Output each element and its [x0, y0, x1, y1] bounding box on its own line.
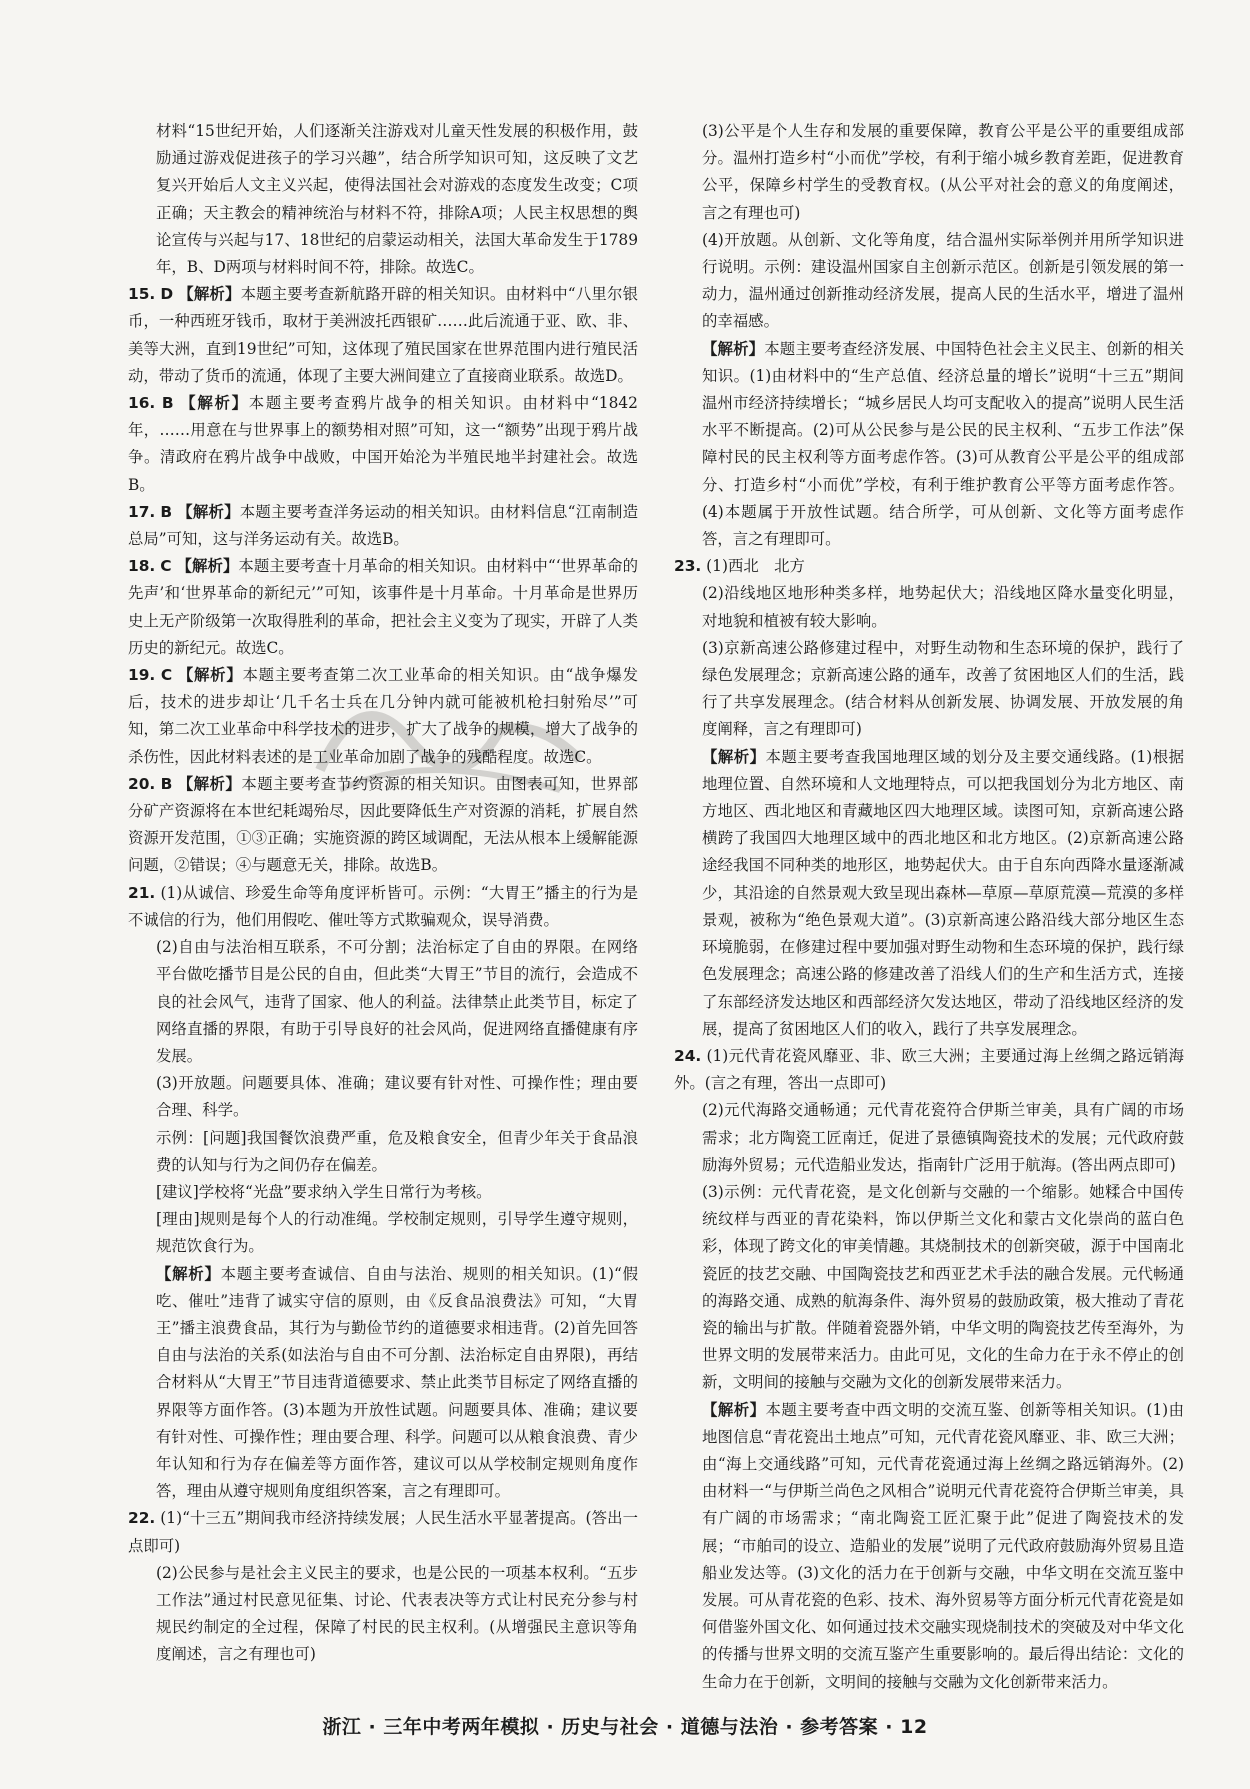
- question-number: 16.: [128, 394, 156, 413]
- answer-paragraph-q24-2: [674, 1097, 1184, 1179]
- answer-paragraph-q22-2: [128, 1560, 638, 1669]
- question-number: 17.: [128, 502, 156, 521]
- paragraph-text: 本题主要考查我国地理区域的划分及主要交通线路。(1)根据地理位置、自然环境和人文地理特点，可以把我国划分为北方地区、南方地区、西北地区和青藏地区四大地理区域。读图可知，京新高速公路横跨了我国四大地理区域中的西北地区和北方地区。(2)京新高速公路途经我国不同种类的地形区，地势起伏大。由于自东向西降水量逐渐减少，其沿途的自然景观大致呈现出森林—草原—草原荒漠—荒漠的多样景观，被称为“绝色景观大道”。(3)京新高速公路沿线大部分地区生态环境脆弱，在修建过程中要加强对野生动物和生态环境的保护，践行绿色发展理念；高速公路的修建改善了沿线人们的生产和生活方式，连接了东部经济发达地区和西部经济欠发达地区，带动了沿线地区经济的发展，提高了贫困地区人们的收入，践行了共享发展理念。: [702, 747, 1184, 1038]
- answer-paragraph-q24-1: [674, 1043, 1184, 1097]
- analysis-tag: 【解析】: [177, 666, 243, 685]
- answer-paragraph-q20: [128, 771, 638, 880]
- paragraph-text: 本题主要考查第二次工业革命的相关知识。由“战争爆发后，技术的进步却让‘几千名士兵在几分钟内就可能被机枪扫射殆尽’”可知，第二次工业革命中科学技术的进步，扩大了战争的规模，增大了战争的杀伤性，因此材料表述的是工业革命加剧了战争的残酷程度。故选C。: [128, 666, 638, 766]
- left-column: [128, 118, 638, 1669]
- analysis-tag: 【解析】: [702, 747, 766, 766]
- footer-text: 浙江 · 三年中考两年模拟 · 历史与社会 · 道德与法治 · 参考答案 ·: [322, 1716, 894, 1738]
- analysis-tag: 【解析】: [177, 502, 240, 521]
- paragraph-text: 本题主要考查经济发展、中国特色社会主义民主、创新的相关知识。(1)由材料中的“生产总值、经济总量的增长”说明“十三五”期间温州市经济持续增长；“城乡居民人均可支配收入的提高”说明人民生活水平不断提高。(2)可从公民参与是公民的民主权利、“五步工作法”保障村民的民主权利等方面考虑作答。(3)可从教育公平是公平的组成部分、打造乡村“小而优”学校，有利于维护教育公平等方面考虑作答。(4)本题属于开放性试题。结合所学，可从创新、文化等方面考虑作答，言之有理即可。: [702, 339, 1184, 549]
- answer-paragraph-q14-cont: [128, 118, 638, 281]
- paragraph-text: (2)沿线地区地形种类多样，地势起伏大；沿线地区降水量变化明显，对地貌和植被有较大影响。: [702, 584, 1184, 630]
- page-footer: [0, 1712, 1250, 1739]
- answer-choice: C: [160, 557, 172, 576]
- answer-paragraph-q24-4: [674, 1397, 1184, 1696]
- paragraph-text: 本题主要考查鸦片战争的相关知识。由材料中“1842年，……用意在与世界事上的额势相对照”可知，这一“额势”出现于鸦片战争。清政府在鸦片战争中战败，中国开始沦为半殖民地半封建社会。故选B。: [128, 394, 638, 494]
- page-number: 12: [900, 1716, 928, 1738]
- answer-choice: B: [161, 394, 174, 413]
- paragraph-text: (4)开放题。从创新、文化等角度，结合温州实际举例并用所学知识进行说明。示例：建设温州国家自主创新示范区。创新是引领发展的第一动力，温州通过创新推动经济发展，提高人民的生活水平，增进了温州的幸福感。: [702, 230, 1184, 331]
- answer-paragraph-q18: [128, 553, 638, 662]
- paragraph-text: (1)西北 北方: [706, 557, 805, 576]
- question-number: 22.: [128, 1509, 156, 1528]
- analysis-tag: 【解析】: [176, 557, 239, 576]
- paragraph-text: (3)开放题。问题要具体、准确；建议要有针对性、可操作性；理由要合理、科学。: [156, 1074, 638, 1120]
- paragraph-text: 材料“15世纪开始，人们逐渐关注游戏对儿童天性发展的积极作用，鼓励通过游戏促进孩子的学习兴趣”，结合所学知识可知，这反映了文艺复兴开始后人文主义兴起，使得法国社会对游戏的态度发生改变；C项正确；天主教会的精神统治与材料不符，排除A项；人民主权思想的舆论宣传与兴起与17、18世纪的启蒙运动相关，法国大革命发生于1789年，B、D两项与材料时间不符，排除。故选C。: [156, 122, 638, 277]
- answer-paragraph-q24-3: [674, 1179, 1184, 1397]
- answer-choice: B: [160, 502, 173, 521]
- answer-paragraph-q23-2: [674, 580, 1184, 634]
- paragraph-text: 本题主要考查十月革命的相关知识。由材料中“‘世界革命的先声’和‘世界革命的新纪元’”可知，该事件是十月革命。十月革命是世界历史上无产阶级第一次取得胜利的革命，把社会主义变为了现实，开辟了人类历史的新纪元。故选C。: [128, 557, 638, 657]
- paragraph-text: (2)元代海路交通畅通；元代青花瓷符合伊斯兰审美，具有广阔的市场需求；北方陶瓷工匠南迁，促进了景德镇陶瓷技术的发展；元代政府鼓励海外贸易；元代造船业发达，指南针广泛用于航海。(答出两点即可): [702, 1101, 1184, 1174]
- answer-choice: D: [160, 285, 174, 304]
- paragraph-text: 本题主要考查洋务运动的相关知识。由材料信息“江南制造总局”可知，这与洋务运动有关。故选B。: [128, 502, 638, 549]
- question-number: 23.: [674, 557, 702, 576]
- answer-choice: B: [160, 774, 173, 793]
- analysis-tag: 【解析】: [180, 394, 249, 413]
- answer-paragraph-q23-3: [674, 635, 1184, 744]
- answer-paragraph-q21-3: [128, 1070, 638, 1124]
- paragraph-text: (2)自由与法治相互联系，不可分割；法治标定了自由的界限。在网络平台做吃播节目是公民的自由，但此类“大胃王”节目的流行，会造成不良的社会风气，违背了国家、他人的利益。法律禁止此类节目，标定了网络直播的界限，有助于引导良好的社会风尚，促进网络直播健康有序发展。: [156, 938, 638, 1065]
- paragraph-text: (1)元代青花瓷风靡亚、非、欧三大洲；主要通过海上丝绸之路远销海外。(言之有理，答出一点即可): [674, 1046, 1184, 1093]
- question-number: 21.: [128, 883, 156, 902]
- paragraph-text: 本题主要考查中西文明的交流互鉴、创新等相关知识。(1)由地图信息“青花瓷出土地点”可知，元代青花瓷风靡亚、非、欧三大洲；由“海上交通线路”可知，元代青花瓷通过海上丝绸之路远销海外。(2)由材料一“与伊斯兰尚色之风相合”说明元代青花瓷符合伊斯兰审美，具有广阔的市场需求；“南北陶瓷工匠汇聚于此”促进了陶瓷技术的发展；“市舶司的设立、造船业的发展”说明了元代政府鼓励海外贸易且造船业发达等。(3)文化的活力在于创新与交融，中华文明在交流互鉴中发展。可从青花瓷的色彩、技术、海外贸易等方面分析元代青花瓷是如何借鉴外国文化、如何通过技术交融实现烧制技术的突破及对中华文化的传播与世界文明的交流互鉴产生重要影响的。最后得出结论：文化的生命力在于创新，文明间的接触与交融为文化创新带来活力。: [702, 1400, 1184, 1691]
- question-number: 15.: [128, 285, 156, 304]
- paragraph-text: (3)京新高速公路修建过程中，对野生动物和生态环境的保护，践行了绿色发展理念；京新高速公路的通车，改善了贫困地区人们的生活，践行了共享发展理念。(结合材料从创新发展、协调发展、开放发展的角度阐释，言之有理即可): [702, 638, 1184, 739]
- question-number: 24.: [674, 1046, 702, 1065]
- answer-paragraph-q22-3: [674, 118, 1184, 227]
- paragraph-text: (1)从诚信、珍爱生命等角度评析皆可。示例：“大胃王”播主的行为是不诚信的行为，他们用假吃、催吐等方式欺骗观众，误导消费。: [128, 883, 638, 929]
- answer-paragraph-q22-5: [674, 336, 1184, 554]
- answer-paragraph-q19: [128, 662, 638, 771]
- paragraph-text: [理由]规则是每个人的行动准绳。学校制定规则，引导学生遵守规则，规范饮食行为。: [156, 1210, 638, 1256]
- paragraph-text: 示例：[问题]我国餐饮浪费严重，危及粮食安全，但青少年关于食品浪费的认知与行为之间仍存在偏差。: [156, 1128, 638, 1174]
- answer-paragraph-q23-4: [674, 744, 1184, 1043]
- answer-paragraph-q21-2: [128, 934, 638, 1070]
- paragraph-text: [建议]学校将“光盘”要求纳入学生日常行为考核。: [156, 1182, 492, 1201]
- analysis-tag: 【解析】: [702, 339, 765, 358]
- paragraph-text: (3)示例：元代青花瓷，是文化创新与交融的一个缩影。她糅合中国传统纹样与西亚的青花染料，饰以伊斯兰文化和蒙古文化崇尚的蓝白色彩，体现了跨文化的审美情趣。其烧制技术的创新突破，源于中国南北瓷匠的技艺交融、中国陶瓷技艺和西亚艺术手法的融合发展。元代畅通的海路交通、成熟的航海条件、海外贸易的鼓励政策，极大推动了青花瓷的输出与扩散。伴随着瓷器外销，中华文明的陶瓷技艺传至海外，为世界文明的发展带来活力。由此可见，文化的生命力在于永不停止的创新，文明间的接触与交融为文化的创新发展带来活力。: [702, 1182, 1184, 1392]
- answer-paragraph-q21-7: [128, 1261, 638, 1506]
- paragraph-text: 本题主要考查节约资源的相关知识。由图表可知，世界部分矿产资源将在本世纪耗竭殆尽，因此要降低生产对资源的消耗，扩展自然资源开发范围，①③正确；实施资源的跨区域调配，无法从根本上缓解能源问题，②错误；④与题意无关，排除。故选B。: [128, 774, 638, 875]
- paragraph-text: 本题主要考查诚信、自由与法治、规则的相关知识。(1)“假吃、催吐”违背了诚实守信的原则，由《反食品浪费法》可知，“大胃王”播主浪费食品，其行为与勤俭节约的道德要求相违背。(2)首先回答自由与法治的关系(如法治与自由不可分割、法治标定自由界限)，再结合材料从“大胃王”节目违背道德要求、禁止此类节目标定了网络直播的界限等方面作答。(3)本题为开放性试题。问题要具体、准确；建议要有针对性、可操作性；理由要合理、科学。问题可以从粮食浪费、青少年认知和行为存在偏差等方面作答，建议可以从学校制定规则角度作答，理由从遵守规则角度组织答案，言之有理即可。: [156, 1264, 638, 1501]
- question-number: 19.: [128, 666, 156, 685]
- answer-paragraph-q22-1: [128, 1505, 638, 1559]
- answer-paragraph-q16: [128, 390, 638, 499]
- answer-paragraph-q17: [128, 499, 638, 553]
- analysis-tag: 【解析】: [177, 774, 242, 793]
- answer-paragraph-q15: [128, 281, 638, 390]
- answer-paragraph-q21-5: [128, 1179, 638, 1206]
- answer-paragraph-q22-4: [674, 227, 1184, 336]
- answer-paragraph-q21-6: [128, 1206, 638, 1260]
- analysis-tag: 【解析】: [156, 1264, 221, 1283]
- paragraph-text: (1)“十三五”期间我市经济持续发展；人民生活水平显著提高。(答出一点即可): [128, 1509, 638, 1555]
- paragraph-text: (2)公民参与是社会主义民主的要求，也是公民的一项基本权利。“五步工作法”通过村民意见征集、讨论、代表表决等方式让村民充分参与村规民约制定的全过程，保障了村民的民主权利。(从增强民主意识等角度阐述，言之有理也可): [156, 1563, 638, 1664]
- answer-paragraph-q21-4: [128, 1125, 638, 1179]
- answer-paragraph-q23-1: [674, 553, 1184, 580]
- right-column: [674, 118, 1184, 1696]
- paragraph-text: 本题主要考查新航路开辟的相关知识。由材料中“八里尔银币，一种西班牙钱币，取材于美洲波托西银矿……此后流通于亚、欧、非、美等大洲，直到19世纪”可知，这体现了殖民国家在世界范围内进行殖民活动，带动了货币的流通，体现了主要大洲间建立了直接商业联系。故选D。: [128, 285, 638, 385]
- paragraph-text: (3)公平是个人生存和发展的重要保障，教育公平是公平的重要组成部分。温州打造乡村“小而优”学校，有利于缩小城乡教育差距，促进教育公平，保障乡村学生的受教育权。(从公平对社会的意义的角度阐述，言之有理也可): [702, 122, 1184, 222]
- answer-paragraph-q21-1: [128, 880, 638, 934]
- analysis-tag: 【解析】: [702, 1400, 766, 1419]
- answer-choice: C: [160, 666, 173, 685]
- question-number: 20.: [128, 774, 156, 793]
- question-number: 18.: [128, 557, 156, 576]
- analysis-tag: 【解析】: [178, 285, 241, 304]
